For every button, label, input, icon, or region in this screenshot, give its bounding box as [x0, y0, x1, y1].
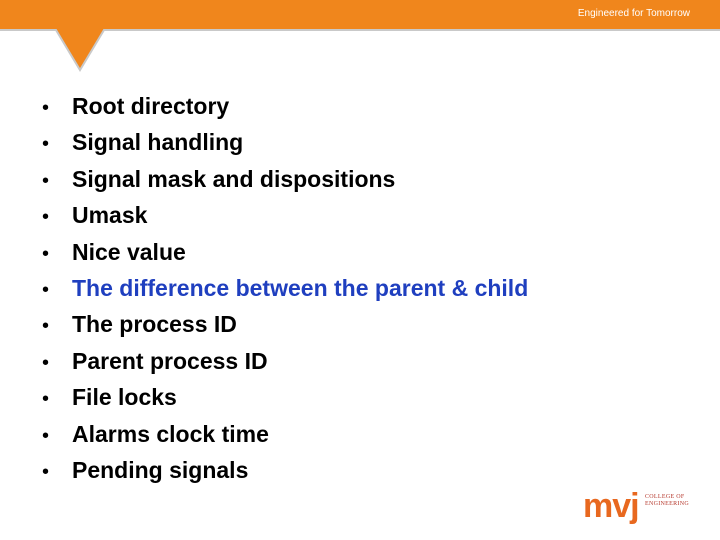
bullet-text: Signal mask and dispositions: [72, 165, 396, 192]
bullet-text: Alarms clock time: [72, 420, 269, 447]
bullet-item: [42, 306, 528, 342]
bullet-dot: •: [42, 460, 50, 483]
bullet-list: [42, 88, 528, 488]
logo-caption: [645, 494, 689, 508]
bullet-text: The difference between the parent & child: [72, 274, 529, 301]
logo-line-2: ENGINEERING: [645, 501, 689, 507]
bullet-dot: •: [42, 351, 50, 374]
mvj-logo: [583, 486, 693, 528]
bullet-item: [42, 124, 528, 160]
bullet-item: [42, 161, 528, 197]
bullet-item: [42, 452, 528, 488]
bullet-item: [42, 343, 528, 379]
bullet-item: [42, 379, 528, 415]
bullet-text: Nice value: [72, 238, 186, 265]
bullet-dot: •: [42, 388, 50, 411]
bullet-text: File locks: [72, 384, 177, 411]
tagline: Engineered for Tomorrow: [577, 8, 690, 19]
bullet-text: Root directory: [72, 93, 230, 119]
bullet-dot: •: [42, 278, 50, 301]
bullet-item: [42, 234, 528, 270]
bullet-dot: •: [42, 97, 50, 119]
bullet-item: [42, 88, 528, 124]
bullet-text: The process ID: [72, 311, 237, 338]
bullet-dot: •: [42, 424, 50, 447]
bullet-text: Umask: [72, 202, 148, 229]
bullet-dot: •: [42, 169, 50, 192]
bullet-item: [42, 416, 528, 452]
bullet-dot: •: [42, 315, 50, 338]
bullet-dot: •: [42, 242, 50, 265]
bullet-dot: •: [42, 133, 50, 156]
bullet-text: Signal handling: [72, 129, 244, 156]
bullet-text: Pending signals: [72, 456, 249, 483]
bullet-dot: •: [42, 206, 50, 229]
bullet-text: Parent process ID: [72, 347, 268, 374]
logo-line-1: COLLEGE OF: [645, 494, 685, 500]
logo-mark: mvj: [583, 487, 639, 525]
bullet-item: [42, 197, 528, 233]
bullet-item-highlighted: [42, 270, 528, 306]
